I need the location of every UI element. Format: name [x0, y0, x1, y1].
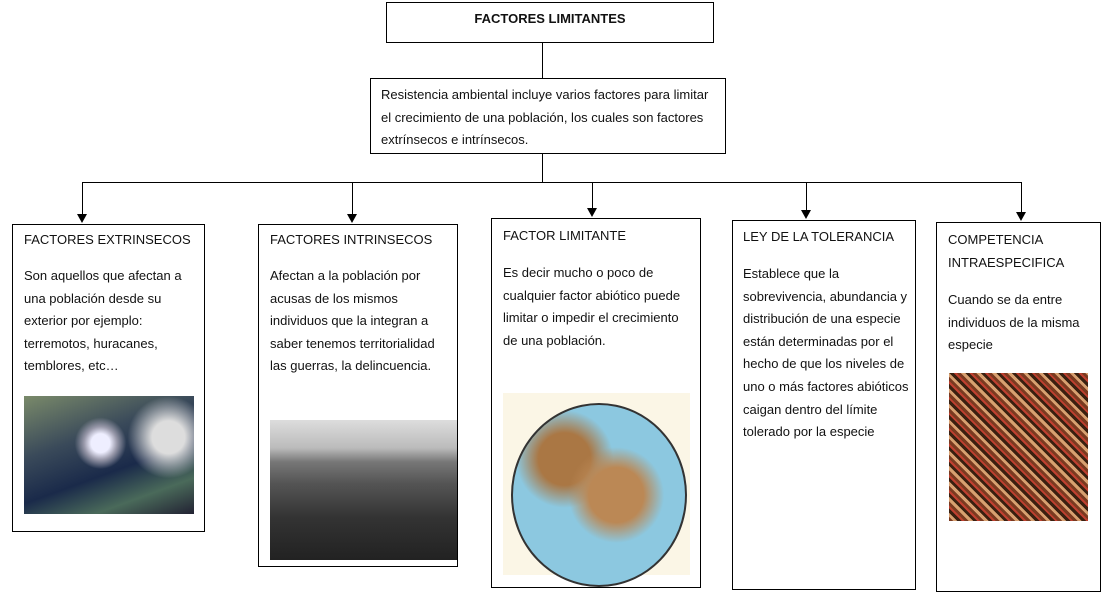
description-box [370, 78, 726, 154]
connector [82, 182, 83, 216]
box-text: Cuando se da entre individuos de la misma especie [948, 292, 1080, 353]
box-text: Afectan a la población por acusas de los mismos individuos que la integran a saber tenemos territorialidad las guerras, la delincuencia. [270, 268, 435, 374]
connector [806, 182, 807, 212]
box-heading: FACTOR LIMITANTE [503, 228, 627, 243]
arrow-icon [347, 214, 357, 223]
soldiers-war-photo [270, 420, 457, 560]
hurricane-satellite-image [24, 396, 194, 514]
connector [82, 182, 1022, 183]
connector [542, 154, 543, 182]
title: FACTORES LIMITANTES [474, 11, 626, 26]
box-text: Son aquellos que afectan a una población desde su exterior por ejemplo: terremotos, huracanes, temblores, etc… [24, 268, 182, 374]
box-text: Es decir mucho o poco de cualquier factor abiótico puede limitar o impedir el crecimiento de una población. [503, 265, 681, 348]
box-heading: COMPETENCIA INTRAESPECIFICA [948, 232, 1065, 270]
arrow-icon [801, 210, 811, 219]
box-heading: FACTORES INTRINSECOS [270, 232, 433, 247]
box-text: Establece que la sobrevivencia, abundancia y distribución de una especie están determinadas por el hecho de que los niveles de uno o más factores abióticos caigan dentro del límite tolerado por la especie [743, 266, 909, 440]
box-heading: FACTORES EXTRINSECOS [24, 232, 191, 247]
arrow-icon [587, 208, 597, 217]
box-heading: LEY DE LA TOLERANCIA [743, 229, 895, 244]
connector [352, 182, 353, 216]
crowded-globe-illustration [503, 393, 690, 575]
crowd-photo [949, 373, 1088, 521]
title-box [386, 2, 714, 43]
arrow-icon [1016, 212, 1026, 221]
connector [542, 43, 543, 78]
connector [592, 182, 593, 210]
arrow-icon [77, 214, 87, 223]
connector [1021, 182, 1022, 214]
description: Resistencia ambiental incluye varios factores para limitar el crecimiento de una población, los cuales son factores extrínsecos e intrínsecos. [381, 87, 709, 148]
